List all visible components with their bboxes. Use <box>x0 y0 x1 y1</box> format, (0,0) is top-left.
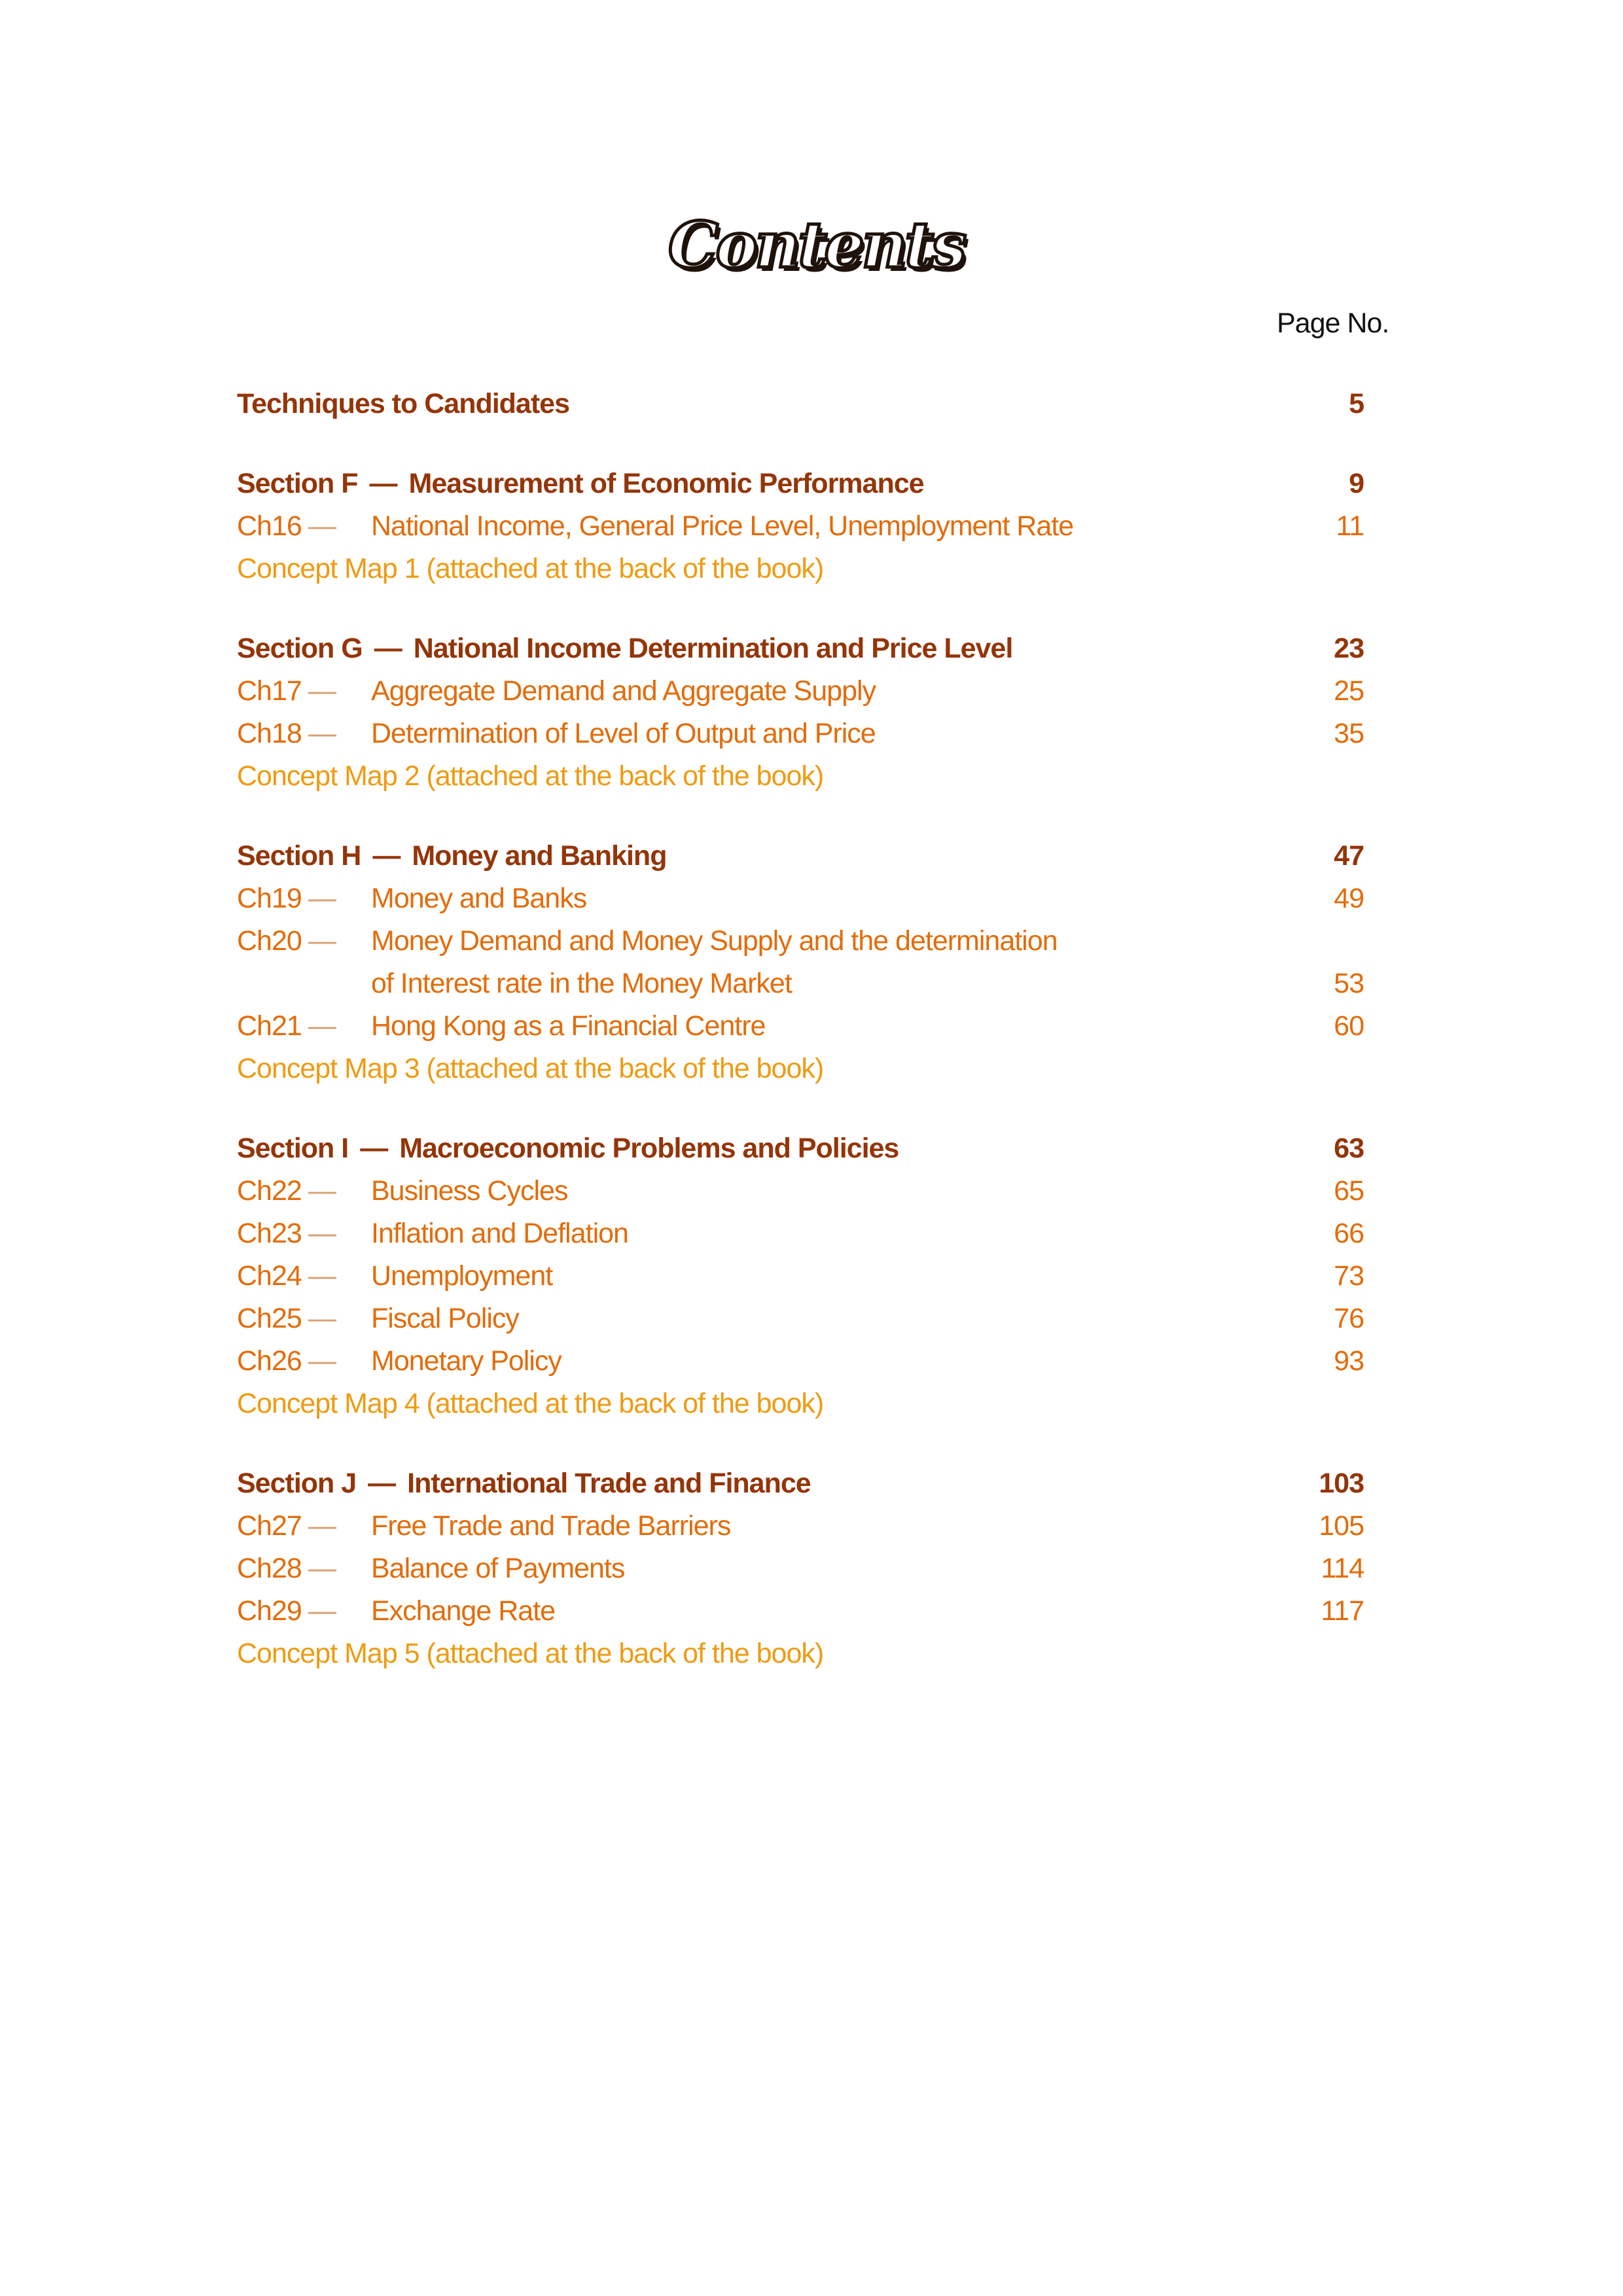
chapter-label: Ch19 <box>237 883 302 914</box>
chapter-entry[interactable] <box>237 1170 1364 1212</box>
page-number: 114 <box>1321 1553 1364 1584</box>
chapter-title: National Income, General Price Level, Unemployment Rate <box>371 510 1074 542</box>
section-label: Section H <box>237 840 361 872</box>
dash-separator: — <box>308 1303 336 1334</box>
dash-separator: — <box>368 1468 396 1499</box>
section-heading[interactable] <box>237 1127 1364 1170</box>
chapter-label: Ch16 <box>237 510 302 542</box>
chapter-label: Ch27 <box>237 1510 302 1542</box>
section-title: National Income Determination and Price Level <box>413 633 1013 664</box>
concept-map-text: Concept Map 1 (attached at the back of the book) <box>237 553 824 584</box>
chapter-entry[interactable] <box>237 1212 1364 1255</box>
dash-separator: — <box>308 675 336 707</box>
page-number: 35 <box>1334 718 1364 749</box>
section-spacer <box>237 1425 1364 1462</box>
chapter-title: Hong Kong as a Financial Centre <box>371 1010 766 1042</box>
chapter-label: Ch22 <box>237 1175 302 1207</box>
page-number: 47 <box>1334 840 1364 872</box>
dash-separator: — <box>360 1133 388 1164</box>
section-label: Section F <box>237 468 358 499</box>
chapter-label: Ch21 <box>237 1010 302 1042</box>
page-number: 5 <box>1349 388 1364 419</box>
concept-map-text: Concept Map 4 (attached at the back of the book) <box>237 1388 824 1419</box>
chapter-label: Ch17 <box>237 675 302 707</box>
page-number: 25 <box>1334 675 1364 707</box>
chapter-entry[interactable] <box>237 505 1364 548</box>
chapter-title: Money and Banks <box>371 883 587 914</box>
chapter-entry-continued[interactable] <box>237 963 1364 1005</box>
dash-separator: — <box>308 1010 336 1042</box>
entry-title: Techniques to Candidates <box>237 388 569 419</box>
page-number: 105 <box>1319 1510 1364 1542</box>
chapter-title: Free Trade and Trade Barriers <box>371 1510 731 1542</box>
concept-map-note <box>237 1383 1364 1425</box>
chapter-title: Balance of Payments <box>371 1553 625 1584</box>
section-title: Money and Banking <box>412 840 667 872</box>
chapter-title: Exchange Rate <box>371 1595 556 1627</box>
chapter-entry[interactable] <box>237 1547 1364 1590</box>
chapter-entry[interactable] <box>237 670 1364 713</box>
dash-separator: — <box>308 883 336 914</box>
section-spacer <box>237 798 1364 835</box>
concept-map-text: Concept Map 5 (attached at the back of the book) <box>237 1638 824 1669</box>
chapter-title: Money Demand and Money Supply and the determination <box>371 925 1058 957</box>
concept-map-note <box>237 1633 1364 1675</box>
chapter-label: Ch25 <box>237 1303 302 1334</box>
section-title: Measurement of Economic Performance <box>408 468 924 499</box>
chapter-entry[interactable] <box>237 1590 1364 1633</box>
chapter-entry[interactable] <box>237 713 1364 755</box>
chapter-entry[interactable] <box>237 877 1364 920</box>
page-number: 23 <box>1334 633 1364 664</box>
dash-separator: — <box>308 1218 336 1249</box>
section-spacer <box>237 1090 1364 1127</box>
chapter-title-continued: of Interest rate in the Money Market <box>371 968 792 999</box>
dash-separator: — <box>308 1510 336 1542</box>
chapter-label: Ch28 <box>237 1553 302 1584</box>
section-label: Section G <box>237 633 363 664</box>
concept-map-text: Concept Map 2 (attached at the back of the book) <box>237 760 824 792</box>
dash-separator: — <box>308 718 336 749</box>
chapter-entry[interactable] <box>237 1340 1364 1383</box>
concept-map-note <box>237 548 1364 590</box>
dash-separator: — <box>369 468 397 499</box>
page-number: 103 <box>1319 1468 1364 1499</box>
chapter-entry[interactable] <box>237 920 1364 963</box>
toc-entry-intro[interactable] <box>237 383 1364 425</box>
chapter-title: Business Cycles <box>371 1175 568 1207</box>
dash-separator: — <box>374 633 402 664</box>
section-heading[interactable] <box>237 835 1364 877</box>
page-title: Contents <box>668 208 964 282</box>
dash-separator: — <box>308 1345 336 1377</box>
chapter-entry[interactable] <box>237 1505 1364 1547</box>
concept-map-note <box>237 1048 1364 1090</box>
section-title: International Trade and Finance <box>407 1468 811 1499</box>
chapter-title: Determination of Level of Output and Price <box>371 718 876 749</box>
chapter-entry[interactable] <box>237 1298 1364 1340</box>
chapter-title: Inflation and Deflation <box>371 1218 628 1249</box>
page-number: 117 <box>1321 1595 1364 1627</box>
chapter-label: Ch29 <box>237 1595 302 1627</box>
page-number: 65 <box>1334 1175 1364 1207</box>
chapter-label: Ch24 <box>237 1260 302 1292</box>
page-number: 93 <box>1334 1345 1364 1377</box>
chapter-label: Ch20 <box>237 925 302 957</box>
chapter-title: Unemployment <box>371 1260 553 1292</box>
chapter-entry[interactable] <box>237 1255 1364 1298</box>
page-number: 9 <box>1349 468 1364 499</box>
section-heading[interactable] <box>237 1462 1364 1505</box>
concept-map-text: Concept Map 3 (attached at the back of the book) <box>237 1053 824 1084</box>
dash-separator: — <box>308 1553 336 1584</box>
chapter-label: Ch23 <box>237 1218 302 1249</box>
section-label: Section I <box>237 1133 349 1164</box>
chapter-title: Monetary Policy <box>371 1345 562 1377</box>
dash-separator: — <box>308 925 336 957</box>
table-of-contents <box>237 383 1364 1675</box>
chapter-title: Fiscal Policy <box>371 1303 519 1334</box>
page-number: 53 <box>1334 968 1364 999</box>
page-number: 63 <box>1334 1133 1364 1164</box>
page-no-header: Page No. <box>1277 308 1389 339</box>
chapter-entry[interactable] <box>237 1005 1364 1048</box>
dash-separator: — <box>308 1175 336 1207</box>
chapter-label: Ch26 <box>237 1345 302 1377</box>
dash-separator: — <box>308 1260 336 1292</box>
page-number: 73 <box>1334 1260 1364 1292</box>
section-spacer <box>237 425 1364 463</box>
page-number: 76 <box>1334 1303 1364 1334</box>
section-label: Section J <box>237 1468 357 1499</box>
chapter-title: Aggregate Demand and Aggregate Supply <box>371 675 876 707</box>
dash-separator: — <box>372 840 401 872</box>
section-title: Macroeconomic Problems and Policies <box>399 1133 899 1164</box>
chapter-label: Ch18 <box>237 718 302 749</box>
dash-separator: — <box>308 1595 336 1627</box>
page-number: 66 <box>1334 1218 1364 1249</box>
concept-map-note <box>237 755 1364 798</box>
section-spacer <box>237 590 1364 627</box>
section-heading[interactable] <box>237 627 1364 670</box>
page-number: 11 <box>1336 510 1364 542</box>
dash-separator: — <box>308 510 336 542</box>
section-heading[interactable] <box>237 463 1364 505</box>
page-number: 49 <box>1334 883 1364 914</box>
page-number: 60 <box>1334 1010 1364 1042</box>
